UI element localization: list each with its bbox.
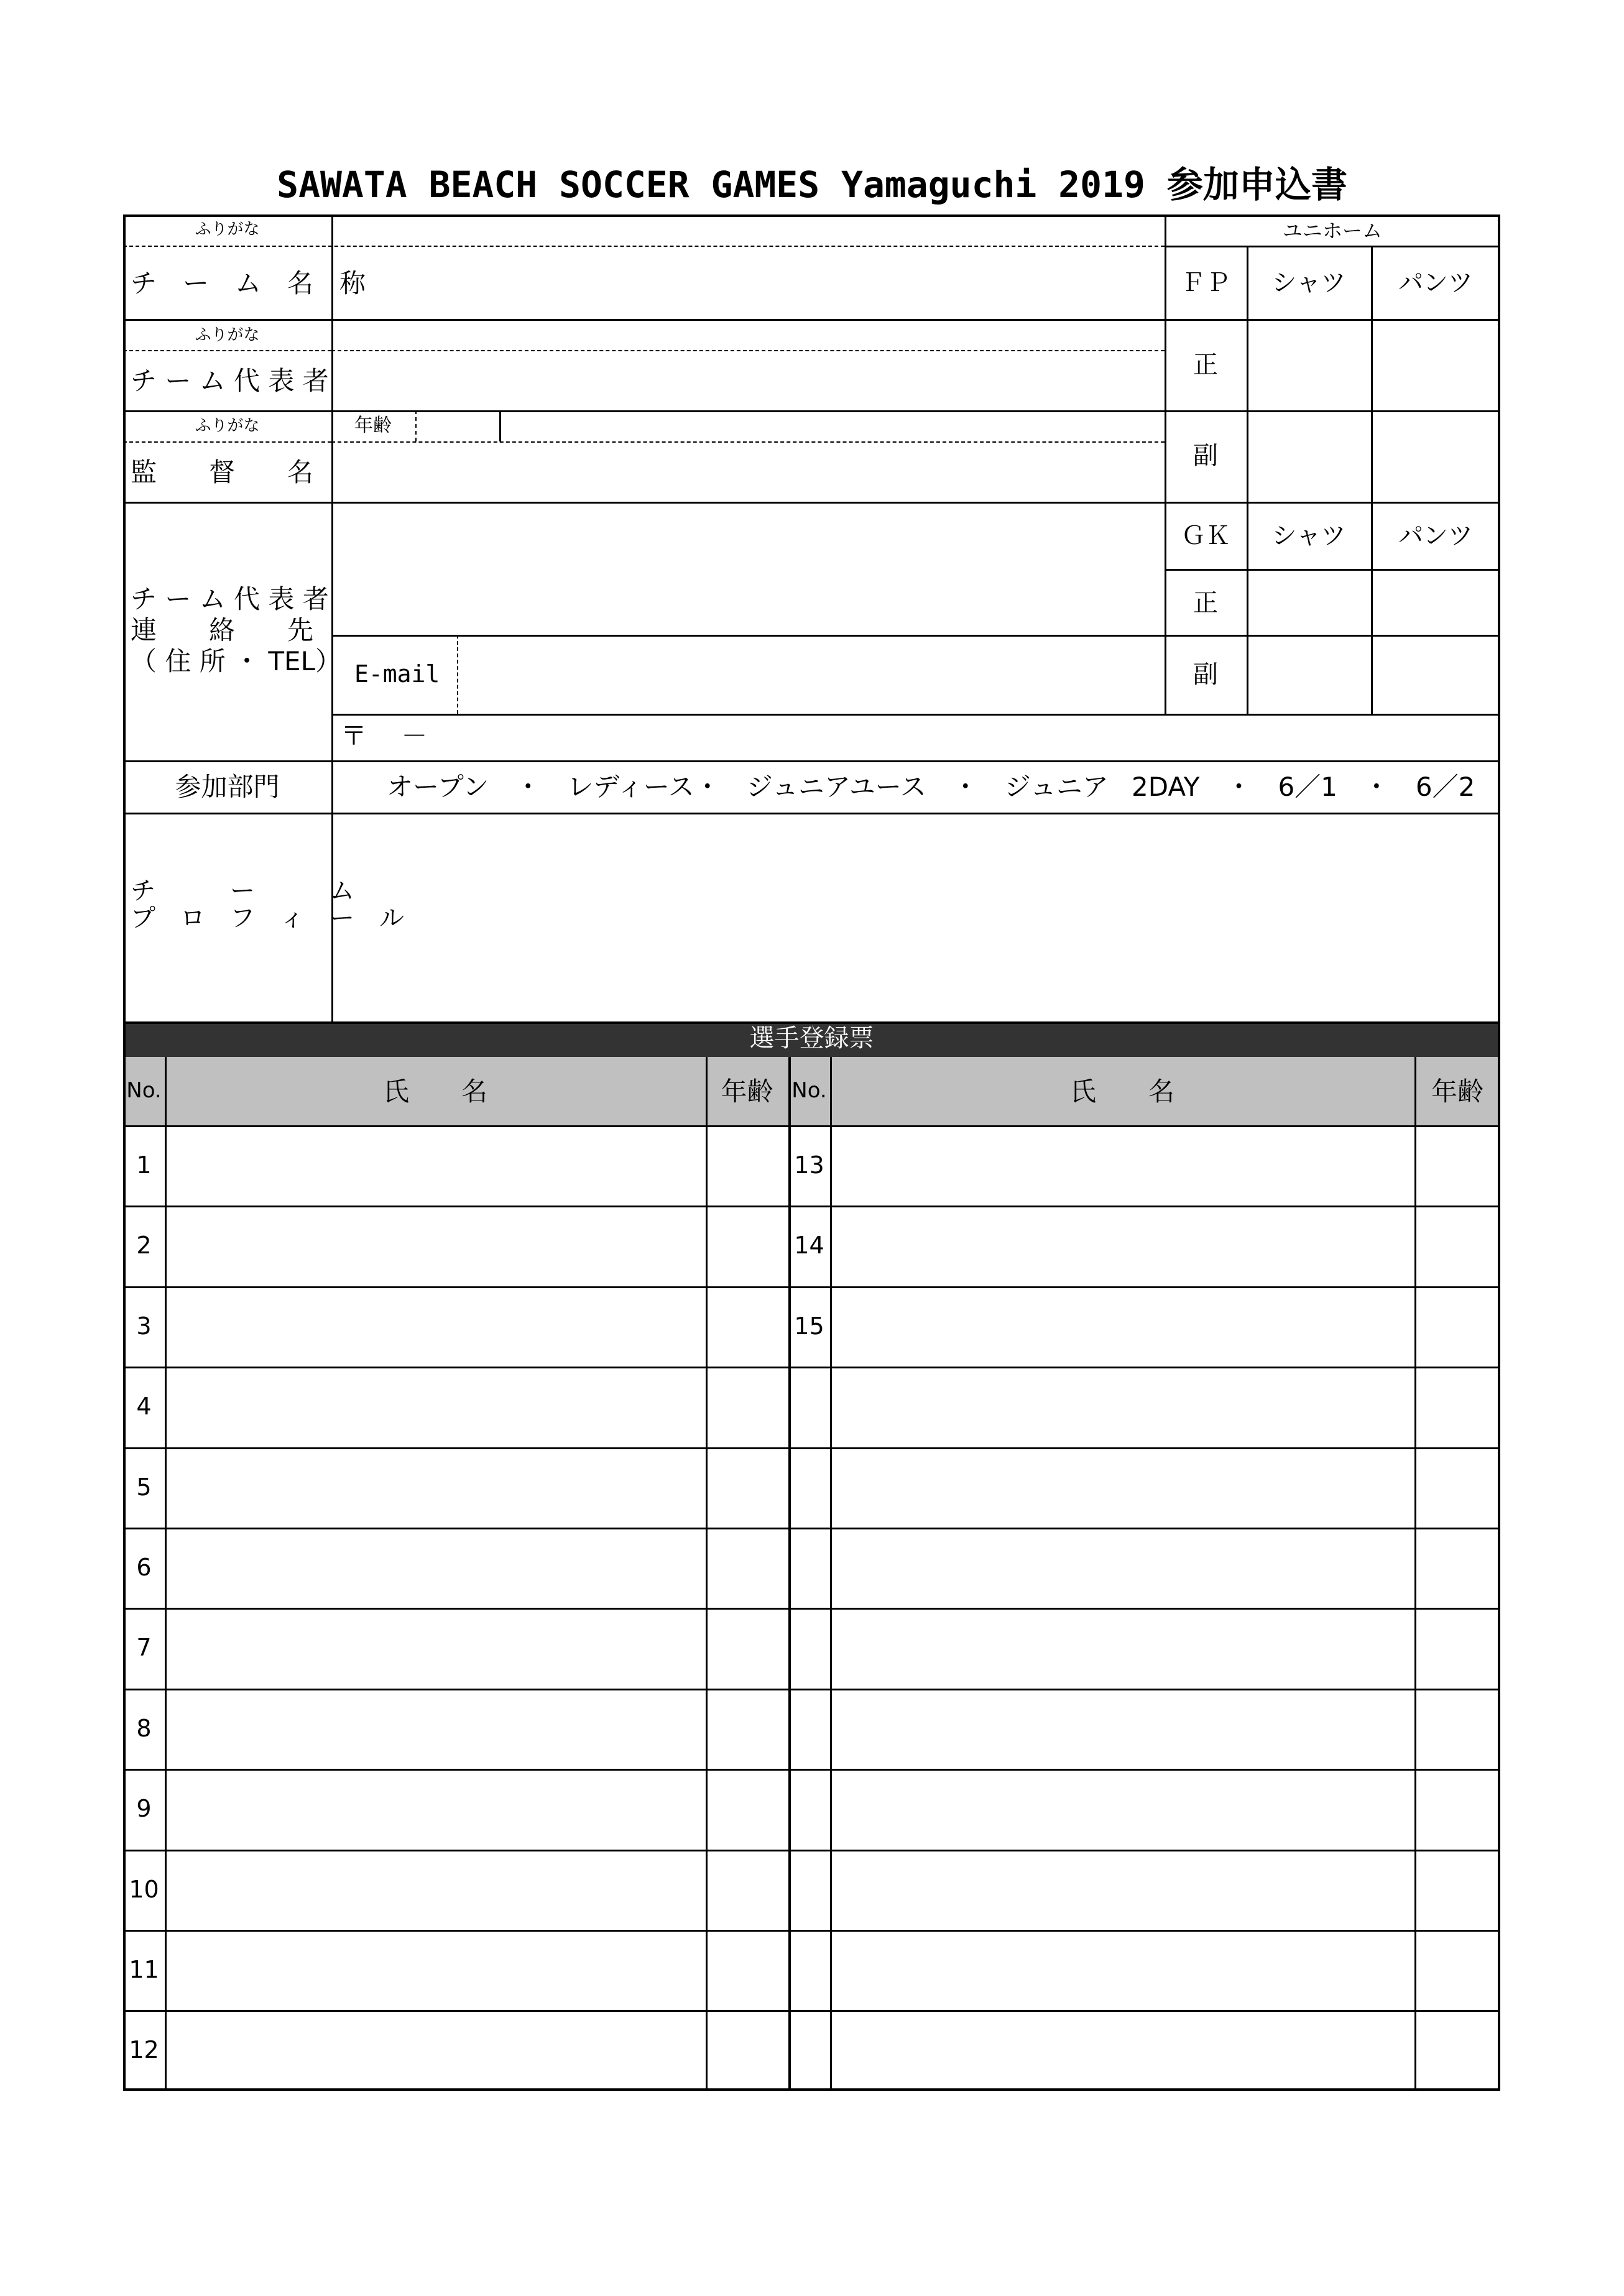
roster-name-field-right[interactable] xyxy=(832,1771,1413,1846)
roster-name-field-left[interactable] xyxy=(167,1128,704,1203)
roster-no-left: 7 xyxy=(136,1634,152,1661)
team-rep-field[interactable] xyxy=(336,353,1163,408)
roster-age-field-right[interactable] xyxy=(1416,1208,1498,1283)
roster-age-field-left[interactable] xyxy=(708,1128,787,1203)
roster-no-left: 6 xyxy=(136,1554,152,1581)
fp-sub-pants-field[interactable] xyxy=(1374,413,1497,499)
roster-age-field-left[interactable] xyxy=(708,1771,787,1846)
coach-age-field[interactable] xyxy=(418,413,497,439)
uniform-gk-pants-label: パンツ xyxy=(1398,522,1473,550)
roster-age-header-left: 年齢 xyxy=(721,1076,773,1107)
roster-age-field-left[interactable] xyxy=(708,1852,787,1927)
roster-no-right: 15 xyxy=(794,1312,824,1340)
roster-name-field-right[interactable] xyxy=(832,2012,1413,2088)
roster-age-field-right[interactable] xyxy=(1416,1610,1498,1685)
email-label: E-mail xyxy=(354,660,440,688)
team-name-furigana-label: ふりがな xyxy=(195,220,260,239)
roster-age-field-right[interactable] xyxy=(1416,2012,1498,2088)
roster-name-field-left[interactable] xyxy=(167,1932,704,2008)
fp-sub-shirt-field[interactable] xyxy=(1250,413,1368,499)
team-name-field[interactable] xyxy=(336,249,1163,317)
postal-address-field[interactable] xyxy=(435,717,1498,758)
roster-name-field-right[interactable] xyxy=(832,1208,1413,1283)
coach-furigana-field[interactable] xyxy=(502,413,1163,439)
roster-no-left: 1 xyxy=(136,1151,152,1179)
roster-name-field-left[interactable] xyxy=(167,1691,704,1766)
roster-age-field-left[interactable] xyxy=(708,1610,787,1685)
team-profile-field[interactable] xyxy=(336,816,1497,1021)
contact-label-line3: （ 住 所 ・ TEL） xyxy=(131,646,341,676)
roster-name-field-right[interactable] xyxy=(832,1289,1413,1364)
roster-no-header-right: No. xyxy=(791,1078,827,1103)
roster-name-field-left[interactable] xyxy=(167,1369,704,1444)
roster-name-field-right[interactable] xyxy=(832,1610,1413,1685)
coach-label: 監 督 名 xyxy=(131,457,314,487)
division-days[interactable]: 2DAY ・ 6／1 ・ 6／2 xyxy=(1132,772,1475,802)
roster-name-field-right[interactable] xyxy=(832,1691,1413,1766)
team-name-label: チ ー ム 名 称 xyxy=(131,268,366,298)
roster-age-field-right[interactable] xyxy=(1416,1852,1498,1927)
roster-name-field-left[interactable] xyxy=(167,1530,704,1605)
contact-label-line2: 連 絡 先 xyxy=(131,615,314,645)
page-title: SAWATA BEACH SOCCER GAMES Yamaguchi 2019 参加申込書 xyxy=(277,164,1347,206)
roster-age-field-right[interactable] xyxy=(1416,1771,1498,1846)
address-tel-field[interactable] xyxy=(336,505,1163,632)
team-name-furigana-field[interactable] xyxy=(336,218,1163,242)
roster-no-left: 12 xyxy=(129,2036,159,2063)
uniform-gk-shirt-label: シャツ xyxy=(1271,522,1346,550)
roster-age-field-left[interactable] xyxy=(708,1932,787,2008)
roster-age-field-right[interactable] xyxy=(1416,1932,1498,2008)
contact-label-line1: チ ー ム 代 表 者 xyxy=(131,584,329,614)
roster-age-field-right[interactable] xyxy=(1416,1450,1498,1525)
gk-main-pants-field[interactable] xyxy=(1374,572,1497,632)
roster-no-left: 10 xyxy=(129,1876,159,1903)
uniform-header: ユニホーム xyxy=(1282,219,1382,242)
roster-age-field-left[interactable] xyxy=(708,1369,787,1444)
roster-age-field-right[interactable] xyxy=(1416,1530,1498,1605)
uniform-gk-label: ＧＫ xyxy=(1181,522,1230,550)
gk-main-shirt-field[interactable] xyxy=(1250,572,1368,632)
uniform-fp-pants-label: パンツ xyxy=(1398,269,1473,297)
coach-name-field[interactable] xyxy=(336,445,1163,499)
roster-name-field-left[interactable] xyxy=(167,1450,704,1525)
roster-no-left: 4 xyxy=(136,1393,152,1420)
team-rep-furigana-field[interactable] xyxy=(336,322,1163,348)
roster-no-header-left: No. xyxy=(126,1078,162,1103)
roster-age-field-left[interactable] xyxy=(708,1450,787,1525)
roster-no-left: 2 xyxy=(136,1232,152,1259)
roster-no-left: 9 xyxy=(136,1795,152,1822)
roster-name-field-right[interactable] xyxy=(832,1530,1413,1605)
uniform-fp-shirt-label: シャツ xyxy=(1271,269,1346,297)
team-rep-label: チ ー ム 代 表 者 xyxy=(131,366,329,396)
fp-main-shirt-field[interactable] xyxy=(1250,322,1368,408)
gk-sub-pants-field[interactable] xyxy=(1374,638,1497,711)
roster-age-field-left[interactable] xyxy=(708,1691,787,1766)
roster-name-field-left[interactable] xyxy=(167,1610,704,1685)
roster-no-left: 5 xyxy=(136,1473,152,1501)
roster-name-header-left: 氏 名 xyxy=(382,1076,487,1107)
roster-age-field-left[interactable] xyxy=(708,1289,787,1364)
uniform-fp-label: ＦＰ xyxy=(1181,269,1230,297)
roster-age-field-left[interactable] xyxy=(708,2012,787,2088)
team-rep-furigana-label: ふりがな xyxy=(195,326,260,344)
coach-furigana-label: ふりがな xyxy=(195,417,260,435)
roster-name-field-left[interactable] xyxy=(167,1852,704,1927)
gk-sub-shirt-field[interactable] xyxy=(1250,638,1368,711)
profile-label-line2: プ ロ フ ィ ー ル xyxy=(131,904,404,933)
postal-label: 〒 － xyxy=(341,721,428,751)
uniform-gk-sub-label: 副 xyxy=(1193,660,1218,689)
division-label: 参加部門 xyxy=(175,772,280,802)
email-field[interactable] xyxy=(461,638,1163,711)
roster-age-header-right: 年齢 xyxy=(1431,1076,1483,1107)
division-options[interactable]: オープン ・ レディース・ ジュニアユース ・ ジュニア xyxy=(387,772,1109,802)
uniform-gk-main-label: 正 xyxy=(1193,589,1218,617)
roster-name-header-right: 氏 名 xyxy=(1069,1076,1174,1107)
roster-name-field-right[interactable] xyxy=(832,1852,1413,1927)
roster-age-field-right[interactable] xyxy=(1416,1691,1498,1766)
roster-name-field-left[interactable] xyxy=(167,1289,704,1364)
fp-main-pants-field[interactable] xyxy=(1374,322,1497,408)
roster-title: 選手登録票 xyxy=(749,1024,874,1053)
roster-age-field-left[interactable] xyxy=(708,1530,787,1605)
uniform-fp-main-label: 正 xyxy=(1193,351,1218,379)
roster-name-field-right[interactable] xyxy=(832,1128,1413,1203)
roster-no-right: 13 xyxy=(794,1151,824,1179)
roster-name-field-left[interactable] xyxy=(167,2012,704,2088)
roster-no-right: 14 xyxy=(794,1232,824,1259)
roster-age-field-left[interactable] xyxy=(708,1208,787,1283)
uniform-fp-sub-label: 副 xyxy=(1193,441,1218,470)
roster-name-field-left[interactable] xyxy=(167,1208,704,1283)
roster-name-field-right[interactable] xyxy=(832,1450,1413,1525)
roster-name-field-right[interactable] xyxy=(832,1369,1413,1444)
roster-name-field-left[interactable] xyxy=(167,1771,704,1846)
coach-age-label: 年齢 xyxy=(354,415,392,436)
roster-no-left: 11 xyxy=(129,1956,159,1983)
roster-age-field-right[interactable] xyxy=(1416,1289,1498,1364)
roster-no-left: 8 xyxy=(136,1715,152,1742)
roster-name-field-right[interactable] xyxy=(832,1932,1413,2008)
profile-label-line1: チ ー ム xyxy=(131,877,354,905)
roster-no-left: 3 xyxy=(136,1312,152,1340)
roster-age-field-right[interactable] xyxy=(1416,1128,1498,1203)
roster-age-field-right[interactable] xyxy=(1416,1369,1498,1444)
